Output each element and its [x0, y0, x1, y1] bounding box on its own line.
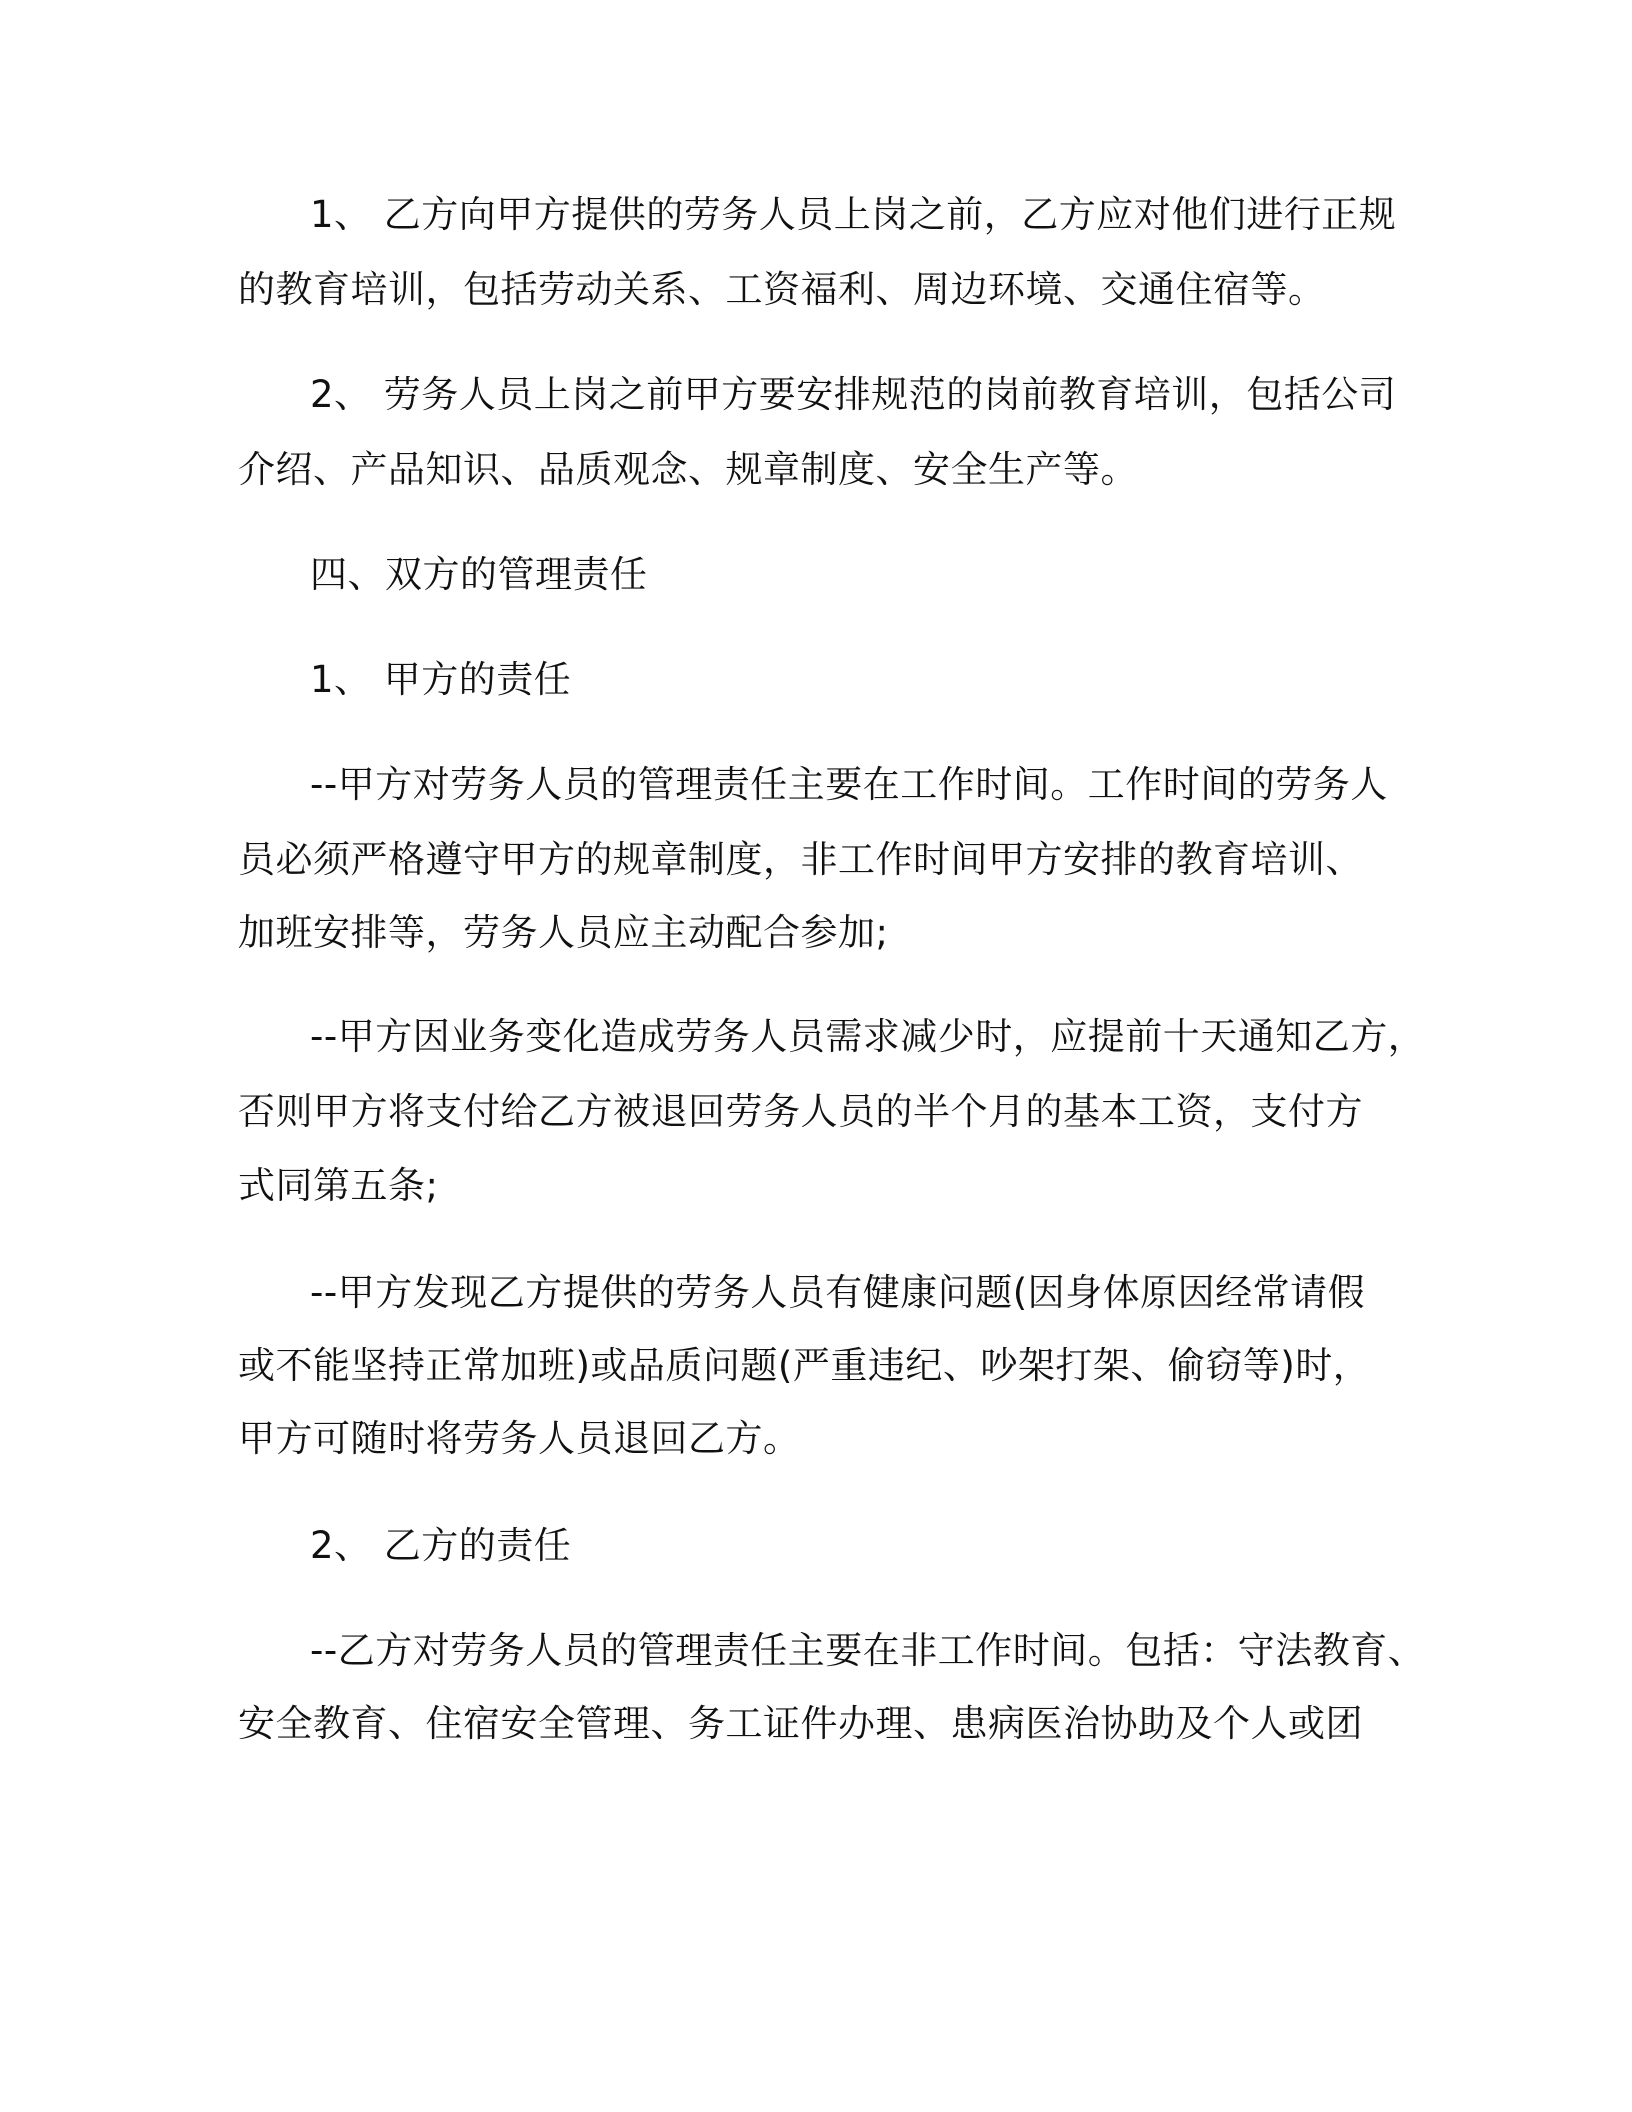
- subheading-party-a: 1、 甲方的责任: [310, 658, 572, 701]
- party-a-para-2-line-3: 式同第五条;: [238, 1164, 439, 1207]
- clause-3-2-line-1: 2、 劳务人员上岗之前甲方要安排规范的岗前教育培训，包括公司: [310, 373, 1397, 416]
- party-a-para-2-line-1: --甲方因业务变化造成劳务人员需求减少时，应提前十天通知乙方，: [310, 1015, 1426, 1058]
- party-a-para-1-line-3: 加班安排等，劳务人员应主动配合参加;: [238, 911, 889, 954]
- party-b-para-1-line-2: 安全教育、住宿安全管理、务工证件办理、患病医治协助及个人或团: [238, 1702, 1363, 1745]
- clause-3-1-line-1: 1、 乙方向甲方提供的劳务人员上岗之前，乙方应对他们进行正规: [310, 193, 1397, 236]
- party-a-para-1-line-1: --甲方对劳务人员的管理责任主要在工作时间。工作时间的劳务人: [310, 763, 1388, 806]
- party-b-para-1-line-1: --乙方对劳务人员的管理责任主要在非工作时间。包括：守法教育、: [310, 1629, 1426, 1672]
- section-heading-4: 四、双方的管理责任: [310, 553, 648, 596]
- party-a-para-3-line-1: --甲方发现乙方提供的劳务人员有健康问题(因身体原因经常请假: [310, 1271, 1366, 1314]
- clause-3-2-line-2: 介绍、产品知识、品质观念、规章制度、安全生产等。: [238, 448, 1138, 491]
- subheading-party-b: 2、 乙方的责任: [310, 1524, 572, 1567]
- clause-3-1-line-2: 的教育培训，包括劳动关系、工资福利、周边环境、交通住宿等。: [238, 268, 1326, 311]
- party-a-para-1-line-2: 员必须严格遵守甲方的规章制度，非工作时间甲方安排的教育培训、: [238, 838, 1363, 881]
- party-a-para-3-line-3: 甲方可随时将劳务人员退回乙方。: [238, 1417, 801, 1460]
- party-a-para-2-line-2: 否则甲方将支付给乙方被退回劳务人员的半个月的基本工资，支付方: [238, 1090, 1363, 1133]
- party-a-para-3-line-2: 或不能坚持正常加班)或品质问题(严重违纪、吵架打架、偷窃等)时，: [238, 1344, 1371, 1387]
